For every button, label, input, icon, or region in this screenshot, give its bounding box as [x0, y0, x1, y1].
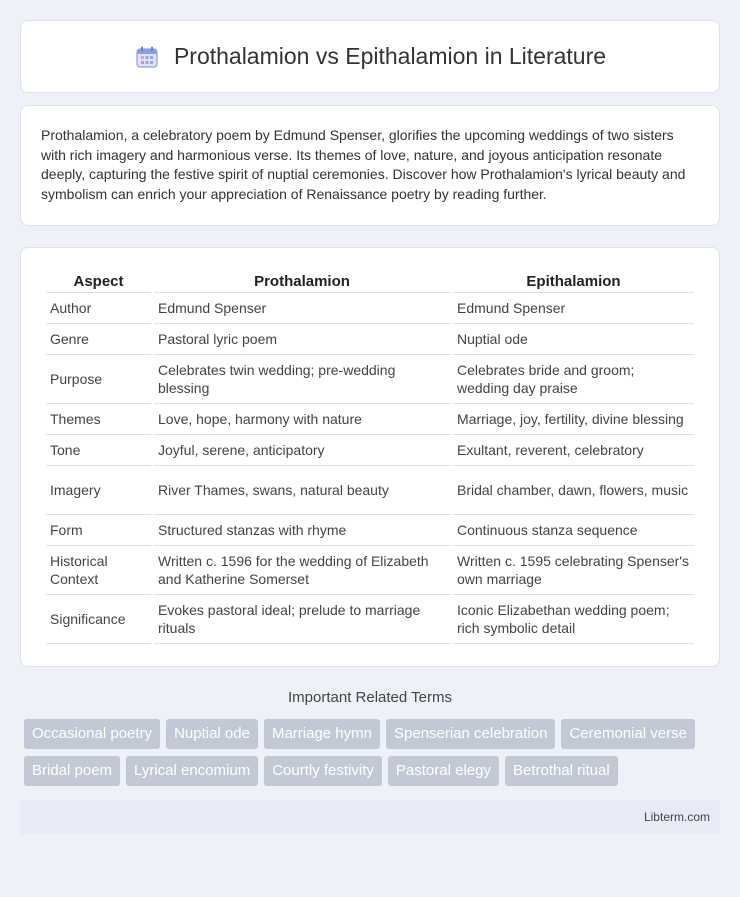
comparison-table [43, 268, 697, 644]
row-epithalamion: Marriage, joy, fertility, divine blessing [453, 404, 694, 435]
footer [20, 800, 720, 834]
row-epithalamion: Exultant, reverent, celebratory [453, 435, 694, 466]
page-title: Prothalamion vs Epithalamion in Literature [173, 43, 607, 69]
row-aspect: Form [46, 515, 151, 546]
related-term-tag[interactable]: Occasional poetry [24, 719, 160, 749]
related-term-tag[interactable]: Courtly festivity [264, 756, 382, 786]
row-prothalamion: Joyful, serene, anticipatory [154, 435, 450, 466]
row-aspect: Tone [46, 435, 151, 466]
header-epithalamion: Epithalamion [453, 268, 694, 293]
row-aspect: Purpose [46, 355, 151, 404]
row-epithalamion: Continuous stanza sequence [453, 515, 694, 546]
row-aspect: Imagery [46, 466, 151, 515]
table-row [46, 293, 694, 324]
related-term-tag[interactable]: Bridal poem [24, 756, 120, 786]
table-row [46, 435, 694, 466]
related-term-tag[interactable]: Spenserian celebration [386, 719, 555, 749]
related-term-tag[interactable]: Marriage hymn [264, 719, 380, 749]
row-aspect: Genre [46, 324, 151, 355]
row-prothalamion: Love, hope, harmony with nature [154, 404, 450, 435]
row-epithalamion: Iconic Elizabethan wedding poem; rich symbolic detail [453, 595, 694, 644]
table-row [46, 546, 694, 595]
row-aspect: Themes [46, 404, 151, 435]
table-row [46, 595, 694, 644]
row-prothalamion: Celebrates twin wedding; pre-wedding blessing [154, 355, 450, 404]
table-row [46, 324, 694, 355]
related-terms-title: Important Related Terms [288, 689, 452, 706]
related-term-tag[interactable]: Ceremonial verse [561, 719, 695, 749]
title-card [20, 20, 720, 93]
row-prothalamion: Edmund Spenser [154, 293, 450, 324]
table-row [46, 515, 694, 546]
intro-card [20, 105, 720, 226]
row-epithalamion: Written c. 1595 celebrating Spenser's own marriage [453, 546, 694, 595]
related-term-tag[interactable]: Lyrical encomium [126, 756, 258, 786]
calendar-icon [134, 44, 160, 70]
related-term-tag[interactable]: Pastoral elegy [388, 756, 499, 786]
related-term-tag[interactable]: Nuptial ode [166, 719, 258, 749]
intro-text: Prothalamion, a celebratory poem by Edmund Spenser, glorifies the upcoming weddings of two sisters with rich imagery and harmonious verse. Its themes of love, nature, and joyous anticipation resonate deeply, capturing the festive spirit of nuptial ceremonies. Discover how Prothalamion's lyrical beauty and symbolism can enrich your appreciation of Renaissance poetry by reading further. [41, 127, 686, 202]
row-prothalamion: Pastoral lyric poem [154, 324, 450, 355]
header-prothalamion: Prothalamion [154, 268, 450, 293]
footer-site-link[interactable]: Libterm.com [643, 810, 710, 824]
table-row [46, 355, 694, 404]
related-terms-list [20, 719, 720, 786]
comparison-table-card [20, 247, 720, 667]
row-prothalamion: Evokes pastoral ideal; prelude to marriage rituals [154, 595, 450, 644]
row-epithalamion: Edmund Spenser [453, 293, 694, 324]
row-aspect: Significance [46, 595, 151, 644]
row-prothalamion: Structured stanzas with rhyme [154, 515, 450, 546]
row-aspect: Historical Context [46, 546, 151, 595]
table-header-row [46, 268, 694, 293]
row-epithalamion: Celebrates bride and groom; wedding day praise [453, 355, 694, 404]
header-aspect: Aspect [46, 268, 151, 293]
table-row [46, 466, 694, 515]
related-terms-section [20, 689, 720, 786]
row-epithalamion: Bridal chamber, dawn, flowers, music [453, 466, 694, 515]
row-epithalamion: Nuptial ode [453, 324, 694, 355]
row-aspect: Author [46, 293, 151, 324]
row-prothalamion: River Thames, swans, natural beauty [154, 466, 450, 515]
table-row [46, 404, 694, 435]
related-term-tag[interactable]: Betrothal ritual [505, 756, 618, 786]
row-prothalamion: Written c. 1596 for the wedding of Elizabeth and Katherine Somerset [154, 546, 450, 595]
